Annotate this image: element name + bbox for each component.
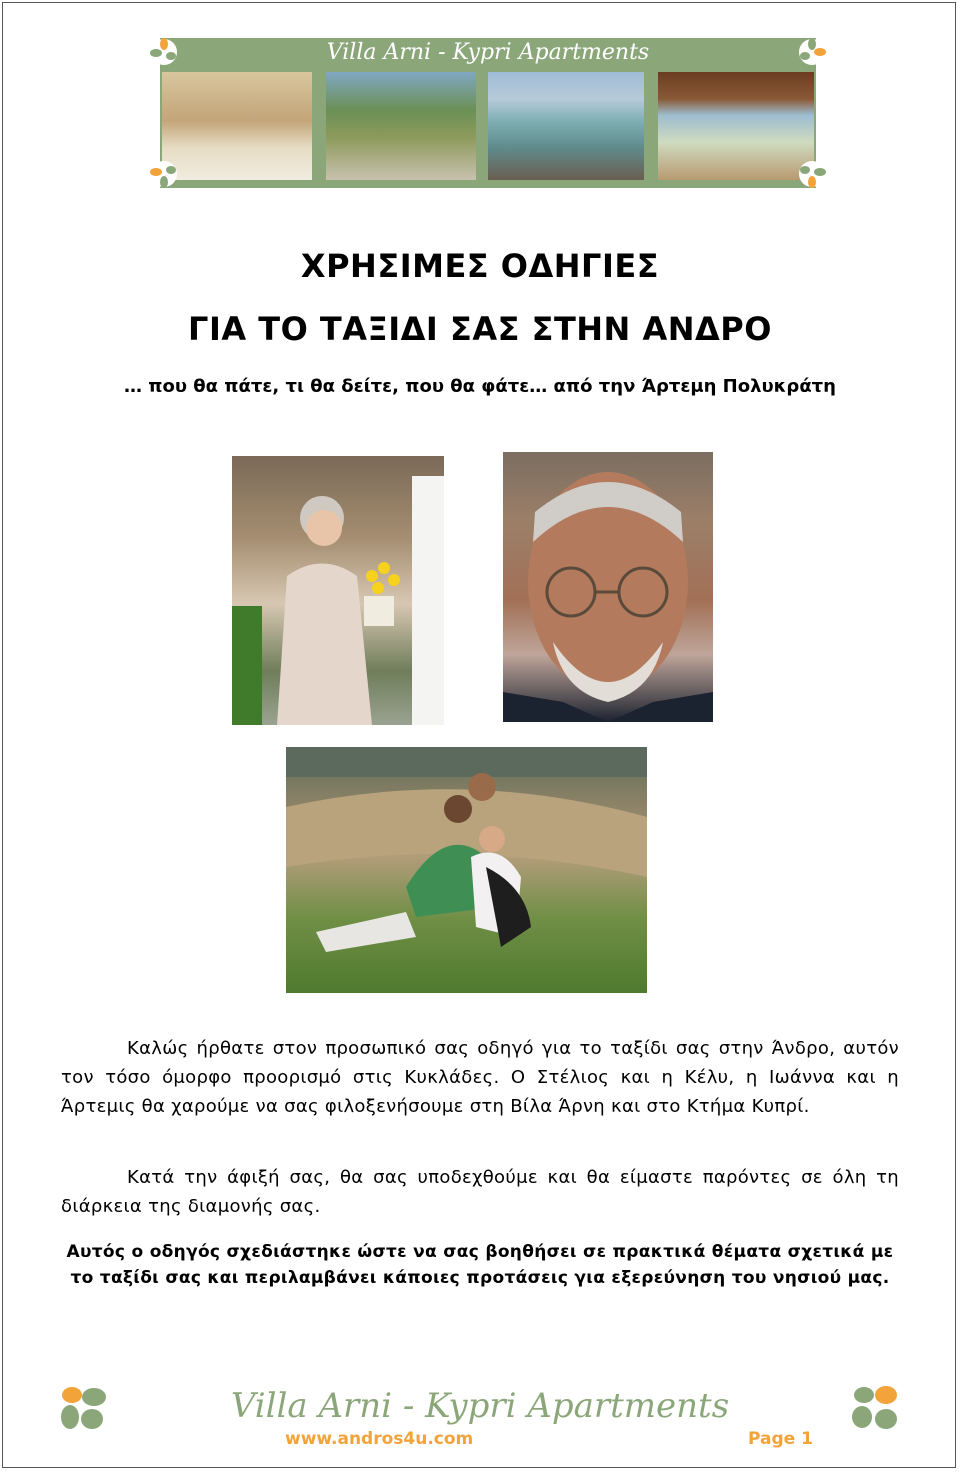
woman-with-flowers-photo [232, 456, 444, 725]
garden-photo [326, 72, 476, 180]
flower-icon [798, 160, 826, 188]
guide-purpose-paragraph: Αυτός ο οδηγός σχεδιάστηκε ώστε να σας βοηθήσει σε πρακτικά θέματα σχετικά με το ταξίδι σας και περιλαμβάνει κάποιες προτάσεις για εξερεύνηση του νησιού μας. [66, 1242, 894, 1288]
page-number: Page 1 [748, 1429, 813, 1449]
welcome-paragraph: Καλώς ήρθατε στον προσωπικό σας οδηγό για το ταξίδι σας στην Άνδρο, αυτόν τον τόσο όμορφο προορισμό στις Κυκλάδες. Ο Στέλιος και η Κέλυ, η Ιωάννα και η Άρτεμις θα χαρούμε να σας φιλοξενήσουμε στη Βίλα Άρνη και στο Κτήμα Κυπρί. [61, 1038, 899, 1117]
page-title-line2: ΓΙΑ ΤΟ ΤΑΞΙΔΙ ΣΑΣ ΣΤΗΝ ΑΝΔΡΟ [188, 310, 772, 348]
flower-icon [150, 38, 178, 66]
arrival-paragraph: Κατά την άφιξή σας, θα σας υποδεχθούμε και θα είμαστε παρόντες σε όλη τη διάρκεια της διαμονής σας. [61, 1167, 899, 1217]
woman-photo-illustration [232, 456, 444, 725]
family-photo-illustration [286, 747, 647, 993]
banner-title-bar [160, 38, 816, 72]
banner-brand: Villa Arni - Kypri Apartments [326, 40, 650, 65]
page-subtitle: … που θα πάτε, τι θα δείτε, που θα φάτε… από την Άρτεμη Πολυκράτη [124, 376, 836, 397]
bedroom-photo [162, 72, 312, 180]
man-portrait-photo [503, 452, 713, 722]
terrace-photo [658, 72, 814, 180]
man-photo-illustration [503, 452, 713, 722]
page-title: ΧΡΗΣΙΜΕΣ ΟΔΗΓΙΕΣ [300, 247, 660, 285]
flower-icon [798, 38, 826, 66]
header-banner [150, 38, 826, 188]
footer-website-link[interactable]: www.andros4u.com [285, 1429, 474, 1449]
flower-icon [150, 160, 178, 188]
footer-brand: Villa Arni - Kypri Apartments [230, 1386, 730, 1426]
family-photo [286, 747, 647, 993]
sea-view-photo [488, 72, 644, 180]
